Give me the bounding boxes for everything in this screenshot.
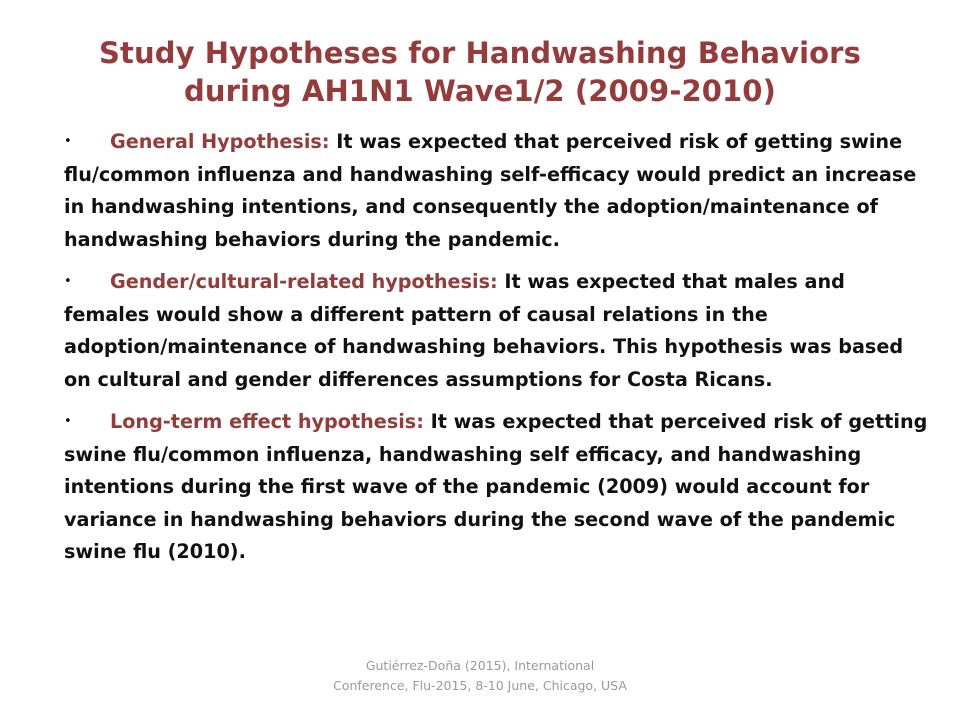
bullet-lead: Gender/cultural-related hypothesis: — [110, 270, 498, 293]
bullet-dot-icon: • — [64, 134, 72, 149]
slide-footer-citation: Gutiérrez-Doña (2015), International Conference, Flu-2015, 8-10 June, Chicago, USA — [333, 658, 627, 693]
slide-title-line-1: Study Hypotheses for Handwashing Behaviors — [99, 36, 861, 70]
bullet-text: It was expected that perceived risk of getting swine flu/common influenza, handwashing self efficacy, and handwashing intentions during the first wave of the pandemic (2009) would account for variance in handwashing behaviors during the second wave of the pandemic swine flu (2010). — [64, 410, 928, 563]
bullet-dot-icon: • — [64, 274, 72, 289]
bullet-dot-icon: • — [64, 414, 72, 429]
bullet-long-term-hypothesis — [64, 406, 934, 569]
bullet-text: It was expected that males and females would show a different pattern of causal relations in the adoption/maintenance of handwashing behaviors. This hypothesis was based on cultural and gender differences assumptions for Costa Ricans. — [64, 270, 904, 391]
bullet-lead: Long-term effect hypothesis: — [110, 410, 424, 433]
slide-title — [40, 34, 920, 110]
bullet-lead: General Hypothesis: — [110, 130, 330, 153]
bullet-gender-cultural-hypothesis — [64, 266, 934, 396]
slide-title-line-2: during AH1N1 Wave1/2 (2009-2010) — [184, 74, 776, 108]
hypotheses-list — [64, 126, 934, 579]
bullet-general-hypothesis — [64, 126, 934, 256]
bullet-text: It was expected that perceived risk of getting swine flu/common influenza and handwashing self-efficacy would predict an increase in handwashing intentions, and consequently the adoption/maintenance of handwashing behaviors during the pandemic. — [64, 130, 917, 251]
